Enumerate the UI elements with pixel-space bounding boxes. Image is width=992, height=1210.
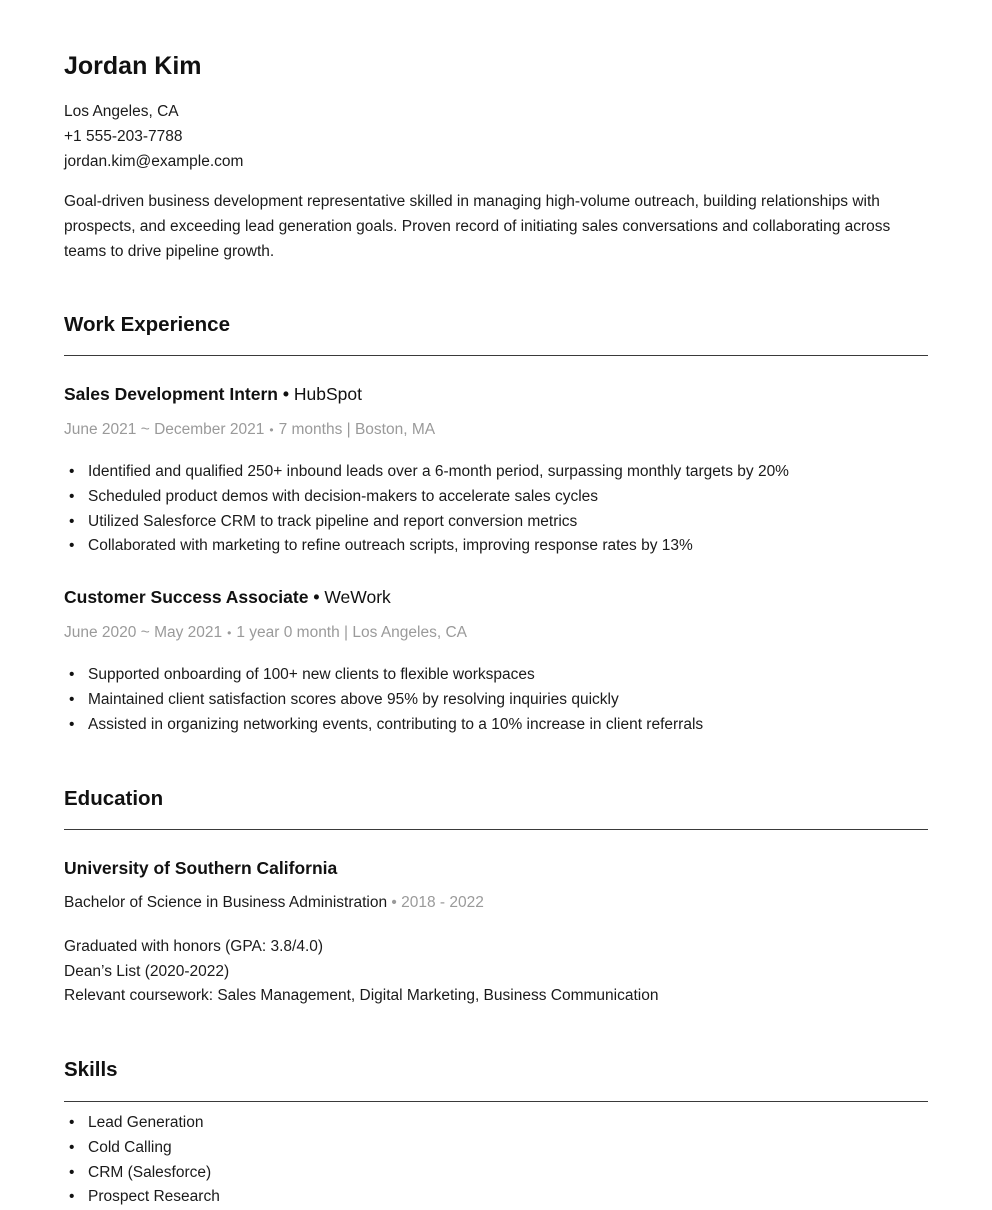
education-note: Graduated with honors (GPA: 3.8/4.0)	[64, 938, 324, 955]
phone: +1 555-203-7788	[64, 128, 183, 145]
list-item: • Supported onboarding of 100+ new clients to flexible workspaces	[64, 663, 928, 688]
section-divider	[64, 829, 928, 830]
location: Los Angeles, CA	[64, 103, 179, 120]
job-role: Sales Development Intern	[64, 384, 278, 404]
job-bullets	[64, 460, 928, 559]
meta-dot: •	[269, 423, 274, 437]
job-bullets	[64, 663, 928, 737]
meta-dot: •	[227, 626, 232, 640]
job-title	[64, 587, 391, 608]
list-item: • Assisted in organizing networking events, contributing to a 10% increase in client referrals	[64, 713, 928, 738]
section-divider	[64, 355, 928, 356]
degree: Bachelor of Science in Business Administration	[64, 894, 388, 911]
section-title-skills: Skills	[64, 1058, 118, 1081]
skill-item: • CRM (Salesforce)	[64, 1161, 928, 1186]
section-title-work: Work Experience	[64, 313, 230, 336]
list-item: • Maintained client satisfaction scores above 95% by resolving inquiries quickly	[64, 688, 928, 713]
list-item: • Scheduled product demos with decision-makers to accelerate sales cycles	[64, 485, 928, 510]
job-dates: June 2020 ~ May 2021	[64, 624, 223, 641]
email: jordan.kim@example.com	[64, 153, 244, 170]
list-item: • Collaborated with marketing to refine outreach scripts, improving response rates by 13%	[64, 534, 928, 559]
candidate-name: Jordan Kim	[64, 52, 202, 80]
professional-summary: Goal-driven business development representative skilled in managing high-volume outreach, building relationships with prospects, and exceeding lead generation goals. Proven record of initiating sales conversations and collaborating across teams to drive pipeline growth.	[64, 193, 891, 260]
job-meta	[64, 421, 435, 439]
job-duration-location: 1 year 0 month | Los Angeles, CA	[236, 624, 467, 641]
list-item: • Identified and qualified 250+ inbound leads over a 6-month period, surpassing monthly targets by 20%	[64, 460, 928, 485]
job-title	[64, 384, 362, 405]
list-item: • Utilized Salesforce CRM to track pipeline and report conversion metrics	[64, 510, 928, 535]
job-meta	[64, 624, 467, 642]
education-note: Dean’s List (2020-2022)	[64, 962, 230, 980]
degree-line	[64, 894, 484, 912]
title-separator: •	[282, 384, 289, 404]
job-role: Customer Success Associate	[64, 587, 309, 607]
education-notes	[64, 935, 658, 1009]
job-company: WeWork	[324, 587, 391, 607]
section-title-education: Education	[64, 787, 164, 810]
skill-item: • Cold Calling	[64, 1136, 928, 1161]
skill-item: • Prospect Research	[64, 1185, 928, 1210]
title-separator: •	[313, 587, 320, 607]
degree-years: • 2018 - 2022	[391, 894, 484, 911]
education-note: Relevant coursework: Sales Management, Digital Marketing, Business Communication	[64, 987, 659, 1005]
contact-info	[64, 99, 243, 174]
school-name: University of Southern California	[64, 858, 338, 878]
skills-list	[64, 1111, 928, 1210]
job-duration-location: 7 months | Boston, MA	[278, 421, 436, 438]
skill-item: • Lead Generation	[64, 1111, 928, 1136]
job-company: HubSpot	[293, 384, 362, 404]
section-divider	[64, 1101, 928, 1102]
job-dates: June 2021 ~ December 2021	[64, 421, 265, 438]
